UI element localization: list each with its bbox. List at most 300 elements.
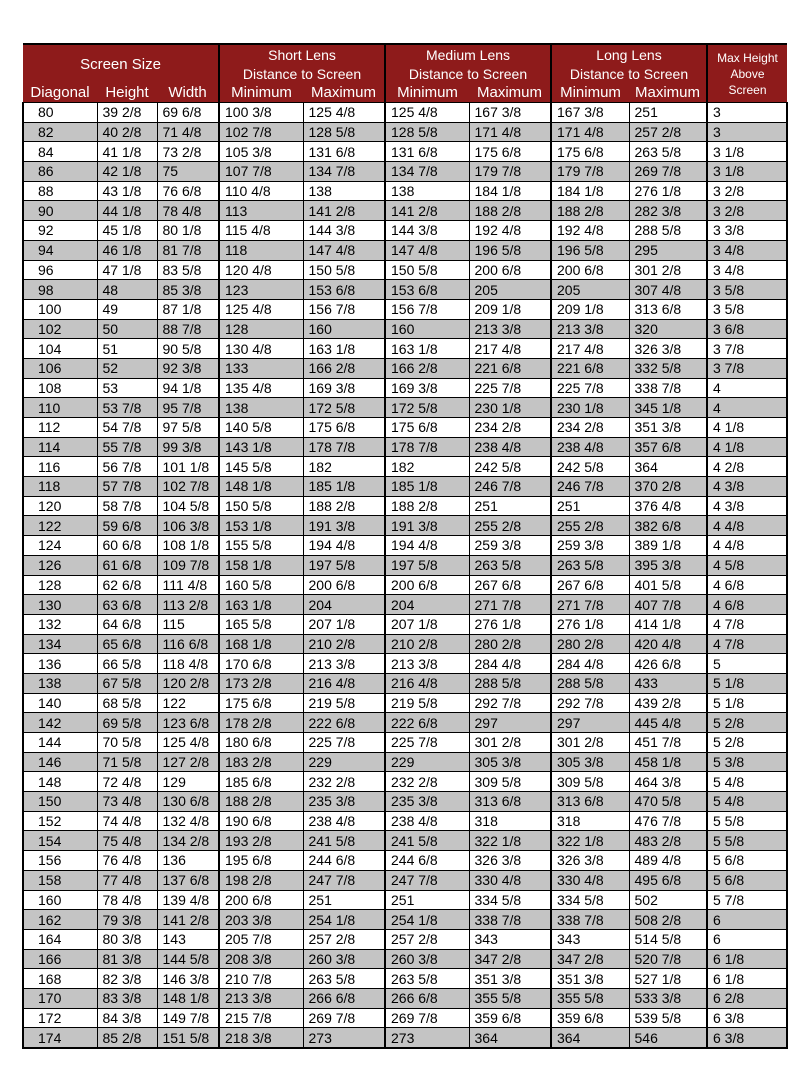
cell-diagonal: 108 bbox=[23, 378, 97, 398]
cell-max-height: 3 7/8 bbox=[707, 358, 787, 378]
cell-width: 127 2/8 bbox=[157, 752, 219, 772]
cell-width: 83 5/8 bbox=[157, 260, 219, 280]
cell-short-min: 123 bbox=[219, 280, 303, 300]
cell-long-max: 458 1/8 bbox=[629, 752, 707, 772]
cell-short-max: 273 bbox=[303, 1028, 385, 1048]
cell-medium-max: 255 2/8 bbox=[469, 516, 551, 536]
cell-long-min: 263 5/8 bbox=[551, 555, 629, 575]
cell-short-min: 208 3/8 bbox=[219, 949, 303, 969]
cell-height: 55 7/8 bbox=[97, 437, 157, 457]
cell-medium-max: 263 5/8 bbox=[469, 555, 551, 575]
cell-long-min: 230 1/8 bbox=[551, 398, 629, 418]
cell-max-height: 5 5/8 bbox=[707, 811, 787, 831]
cell-medium-min: 178 7/8 bbox=[385, 437, 469, 457]
table-row bbox=[23, 280, 787, 300]
cell-short-max: 131 6/8 bbox=[303, 142, 385, 162]
cell-medium-max: 326 3/8 bbox=[469, 851, 551, 871]
cell-medium-max: 364 bbox=[469, 1028, 551, 1048]
cell-medium-min: 160 bbox=[385, 319, 469, 339]
cell-medium-max: 209 1/8 bbox=[469, 299, 551, 319]
max-height-header bbox=[707, 44, 787, 103]
col-height: Height bbox=[97, 83, 157, 103]
cell-medium-min: 175 6/8 bbox=[385, 418, 469, 438]
col-short-max: Maximum bbox=[303, 83, 385, 103]
cell-max-height: 5 bbox=[707, 654, 787, 674]
cell-diagonal: 114 bbox=[23, 437, 97, 457]
cell-height: 48 bbox=[97, 280, 157, 300]
cell-height: 56 7/8 bbox=[97, 457, 157, 477]
cell-short-max: 216 4/8 bbox=[303, 673, 385, 693]
cell-width: 87 1/8 bbox=[157, 299, 219, 319]
col-long-min: Minimum bbox=[551, 83, 629, 103]
cell-width: 104 5/8 bbox=[157, 496, 219, 516]
table-row bbox=[23, 673, 787, 693]
cell-long-min: 347 2/8 bbox=[551, 949, 629, 969]
cell-width: 118 4/8 bbox=[157, 654, 219, 674]
cell-long-max: 420 4/8 bbox=[629, 634, 707, 654]
cell-short-min: 125 4/8 bbox=[219, 299, 303, 319]
table-row bbox=[23, 713, 787, 733]
cell-long-min: 209 1/8 bbox=[551, 299, 629, 319]
table-row bbox=[23, 1028, 787, 1048]
cell-width: 129 bbox=[157, 772, 219, 792]
table-row bbox=[23, 851, 787, 871]
cell-medium-min: 197 5/8 bbox=[385, 555, 469, 575]
cell-long-max: 295 bbox=[629, 240, 707, 260]
cell-short-max: 169 3/8 bbox=[303, 378, 385, 398]
cell-height: 65 6/8 bbox=[97, 634, 157, 654]
cell-medium-max: 355 5/8 bbox=[469, 988, 551, 1008]
cell-medium-min: 166 2/8 bbox=[385, 358, 469, 378]
cell-short-min: 120 4/8 bbox=[219, 260, 303, 280]
cell-height: 79 3/8 bbox=[97, 910, 157, 930]
cell-diagonal: 168 bbox=[23, 969, 97, 989]
cell-height: 61 6/8 bbox=[97, 555, 157, 575]
cell-height: 75 4/8 bbox=[97, 831, 157, 851]
cell-long-min: 276 1/8 bbox=[551, 614, 629, 634]
cell-medium-min: 229 bbox=[385, 752, 469, 772]
cell-long-max: 495 6/8 bbox=[629, 870, 707, 890]
cell-medium-max: 301 2/8 bbox=[469, 733, 551, 753]
projector-throw-distance-table bbox=[22, 43, 788, 1049]
cell-width: 101 1/8 bbox=[157, 457, 219, 477]
cell-height: 57 7/8 bbox=[97, 477, 157, 497]
cell-max-height: 4 6/8 bbox=[707, 575, 787, 595]
cell-long-max: 407 7/8 bbox=[629, 595, 707, 615]
cell-height: 63 6/8 bbox=[97, 595, 157, 615]
cell-short-max: 225 7/8 bbox=[303, 733, 385, 753]
cell-short-min: 115 4/8 bbox=[219, 221, 303, 241]
cell-short-min: 183 2/8 bbox=[219, 752, 303, 772]
cell-medium-min: 225 7/8 bbox=[385, 733, 469, 753]
cell-max-height: 6 bbox=[707, 929, 787, 949]
cell-medium-min: 232 2/8 bbox=[385, 772, 469, 792]
cell-diagonal: 160 bbox=[23, 890, 97, 910]
cell-long-max: 546 bbox=[629, 1028, 707, 1048]
col-medium-min: Minimum bbox=[385, 83, 469, 103]
table-row bbox=[23, 595, 787, 615]
cell-medium-min: 182 bbox=[385, 457, 469, 477]
cell-height: 72 4/8 bbox=[97, 772, 157, 792]
cell-short-min: 185 6/8 bbox=[219, 772, 303, 792]
cell-short-max: 185 1/8 bbox=[303, 477, 385, 497]
table-row bbox=[23, 988, 787, 1008]
table-body bbox=[23, 103, 787, 1049]
cell-short-min: 160 5/8 bbox=[219, 575, 303, 595]
cell-short-max: 141 2/8 bbox=[303, 201, 385, 221]
cell-medium-max: 217 4/8 bbox=[469, 339, 551, 359]
cell-long-max: 332 5/8 bbox=[629, 358, 707, 378]
cell-short-max: 204 bbox=[303, 595, 385, 615]
table-row bbox=[23, 969, 787, 989]
cell-medium-max: 259 3/8 bbox=[469, 536, 551, 556]
cell-medium-min: 128 5/8 bbox=[385, 122, 469, 142]
cell-width: 122 bbox=[157, 693, 219, 713]
cell-short-min: 153 1/8 bbox=[219, 516, 303, 536]
cell-medium-min: 269 7/8 bbox=[385, 1008, 469, 1028]
cell-short-min: 198 2/8 bbox=[219, 870, 303, 890]
table-row bbox=[23, 181, 787, 201]
cell-width: 106 3/8 bbox=[157, 516, 219, 536]
cell-diagonal: 116 bbox=[23, 457, 97, 477]
cell-medium-max: 242 5/8 bbox=[469, 457, 551, 477]
cell-max-height: 6 1/8 bbox=[707, 969, 787, 989]
cell-short-max: 188 2/8 bbox=[303, 496, 385, 516]
cell-medium-max: 192 4/8 bbox=[469, 221, 551, 241]
cell-short-min: 170 6/8 bbox=[219, 654, 303, 674]
cell-medium-max: 234 2/8 bbox=[469, 418, 551, 438]
cell-short-max: 138 bbox=[303, 181, 385, 201]
cell-long-min: 225 7/8 bbox=[551, 378, 629, 398]
cell-medium-min: 185 1/8 bbox=[385, 477, 469, 497]
short-lens-header: Short Lens bbox=[219, 44, 385, 64]
table-row bbox=[23, 358, 787, 378]
cell-medium-min: 147 4/8 bbox=[385, 240, 469, 260]
cell-short-min: 135 4/8 bbox=[219, 378, 303, 398]
cell-short-min: 190 6/8 bbox=[219, 811, 303, 831]
cell-height: 42 1/8 bbox=[97, 162, 157, 182]
cell-diagonal: 128 bbox=[23, 575, 97, 595]
cell-long-min: 184 1/8 bbox=[551, 181, 629, 201]
cell-diagonal: 96 bbox=[23, 260, 97, 280]
cell-medium-min: 266 6/8 bbox=[385, 988, 469, 1008]
cell-short-min: 130 4/8 bbox=[219, 339, 303, 359]
cell-width: 69 6/8 bbox=[157, 103, 219, 123]
cell-max-height: 3 1/8 bbox=[707, 142, 787, 162]
cell-diagonal: 156 bbox=[23, 851, 97, 871]
cell-short-min: 138 bbox=[219, 398, 303, 418]
col-diagonal: Diagonal bbox=[23, 83, 97, 103]
table-row bbox=[23, 575, 787, 595]
cell-long-min: 313 6/8 bbox=[551, 792, 629, 812]
cell-medium-max: 309 5/8 bbox=[469, 772, 551, 792]
cell-short-min: 113 bbox=[219, 201, 303, 221]
cell-short-max: 134 7/8 bbox=[303, 162, 385, 182]
cell-diagonal: 146 bbox=[23, 752, 97, 772]
cell-diagonal: 154 bbox=[23, 831, 97, 851]
cell-height: 70 5/8 bbox=[97, 733, 157, 753]
cell-height: 84 3/8 bbox=[97, 1008, 157, 1028]
cell-width: 146 3/8 bbox=[157, 969, 219, 989]
table-row bbox=[23, 890, 787, 910]
cell-long-min: 330 4/8 bbox=[551, 870, 629, 890]
cell-max-height: 4 1/8 bbox=[707, 418, 787, 438]
cell-long-min: 246 7/8 bbox=[551, 477, 629, 497]
cell-short-min: 100 3/8 bbox=[219, 103, 303, 123]
cell-short-max: 150 5/8 bbox=[303, 260, 385, 280]
cell-long-min: 355 5/8 bbox=[551, 988, 629, 1008]
cell-width: 148 1/8 bbox=[157, 988, 219, 1008]
cell-medium-max: 200 6/8 bbox=[469, 260, 551, 280]
screen-size-header: Screen Size bbox=[23, 44, 219, 83]
cell-short-min: 158 1/8 bbox=[219, 555, 303, 575]
cell-height: 58 7/8 bbox=[97, 496, 157, 516]
cell-long-min: 284 4/8 bbox=[551, 654, 629, 674]
cell-height: 49 bbox=[97, 299, 157, 319]
cell-max-height: 6 3/8 bbox=[707, 1008, 787, 1028]
cell-long-min: 301 2/8 bbox=[551, 733, 629, 753]
table-row bbox=[23, 772, 787, 792]
cell-diagonal: 126 bbox=[23, 555, 97, 575]
cell-long-max: 326 3/8 bbox=[629, 339, 707, 359]
cell-medium-min: 254 1/8 bbox=[385, 910, 469, 930]
cell-long-min: 322 1/8 bbox=[551, 831, 629, 851]
cell-max-height: 6 bbox=[707, 910, 787, 930]
cell-medium-min: 235 3/8 bbox=[385, 792, 469, 812]
cell-long-min: 171 4/8 bbox=[551, 122, 629, 142]
cell-max-height: 3 2/8 bbox=[707, 201, 787, 221]
screen-size-table-container bbox=[22, 43, 788, 1049]
table-row bbox=[23, 162, 787, 182]
cell-height: 41 1/8 bbox=[97, 142, 157, 162]
cell-long-min: 334 5/8 bbox=[551, 890, 629, 910]
cell-long-min: 297 bbox=[551, 713, 629, 733]
cell-long-min: 292 7/8 bbox=[551, 693, 629, 713]
table-row bbox=[23, 398, 787, 418]
cell-diagonal: 166 bbox=[23, 949, 97, 969]
cell-diagonal: 162 bbox=[23, 910, 97, 930]
cell-long-min: 242 5/8 bbox=[551, 457, 629, 477]
cell-width: 99 3/8 bbox=[157, 437, 219, 457]
cell-short-max: 213 3/8 bbox=[303, 654, 385, 674]
cell-long-max: 451 7/8 bbox=[629, 733, 707, 753]
cell-long-min: 200 6/8 bbox=[551, 260, 629, 280]
cell-medium-max: 271 7/8 bbox=[469, 595, 551, 615]
cell-height: 69 5/8 bbox=[97, 713, 157, 733]
cell-short-min: 128 bbox=[219, 319, 303, 339]
cell-medium-max: 175 6/8 bbox=[469, 142, 551, 162]
cell-short-min: 175 6/8 bbox=[219, 693, 303, 713]
cell-max-height: 4 1/8 bbox=[707, 437, 787, 457]
cell-long-max: 357 6/8 bbox=[629, 437, 707, 457]
cell-medium-min: 207 1/8 bbox=[385, 614, 469, 634]
cell-diagonal: 170 bbox=[23, 988, 97, 1008]
cell-medium-max: 184 1/8 bbox=[469, 181, 551, 201]
cell-max-height: 4 5/8 bbox=[707, 555, 787, 575]
cell-long-min: 238 4/8 bbox=[551, 437, 629, 457]
cell-width: 113 2/8 bbox=[157, 595, 219, 615]
cell-short-max: 200 6/8 bbox=[303, 575, 385, 595]
cell-long-max: 508 2/8 bbox=[629, 910, 707, 930]
cell-medium-min: 125 4/8 bbox=[385, 103, 469, 123]
cell-height: 44 1/8 bbox=[97, 201, 157, 221]
cell-max-height: 4 3/8 bbox=[707, 496, 787, 516]
cell-long-max: 251 bbox=[629, 103, 707, 123]
cell-long-min: 280 2/8 bbox=[551, 634, 629, 654]
cell-max-height: 4 6/8 bbox=[707, 595, 787, 615]
cell-short-max: 251 bbox=[303, 890, 385, 910]
cell-height: 64 6/8 bbox=[97, 614, 157, 634]
col-short-min: Minimum bbox=[219, 83, 303, 103]
cell-medium-max: 267 6/8 bbox=[469, 575, 551, 595]
cell-height: 52 bbox=[97, 358, 157, 378]
cell-height: 68 5/8 bbox=[97, 693, 157, 713]
cell-diagonal: 106 bbox=[23, 358, 97, 378]
cell-short-max: 260 3/8 bbox=[303, 949, 385, 969]
cell-max-height: 5 1/8 bbox=[707, 693, 787, 713]
cell-medium-max: 322 1/8 bbox=[469, 831, 551, 851]
table-row bbox=[23, 654, 787, 674]
table-row bbox=[23, 870, 787, 890]
table-row bbox=[23, 536, 787, 556]
table-row bbox=[23, 142, 787, 162]
cell-width: 111 4/8 bbox=[157, 575, 219, 595]
cell-medium-min: 273 bbox=[385, 1028, 469, 1048]
cell-medium-max: 238 4/8 bbox=[469, 437, 551, 457]
cell-long-min: 205 bbox=[551, 280, 629, 300]
cell-long-min: 196 5/8 bbox=[551, 240, 629, 260]
cell-long-max: 476 7/8 bbox=[629, 811, 707, 831]
cell-medium-max: 251 bbox=[469, 496, 551, 516]
cell-short-min: 145 5/8 bbox=[219, 457, 303, 477]
cell-short-max: 194 4/8 bbox=[303, 536, 385, 556]
cell-medium-max: 313 6/8 bbox=[469, 792, 551, 812]
cell-short-min: 193 2/8 bbox=[219, 831, 303, 851]
cell-height: 80 3/8 bbox=[97, 929, 157, 949]
cell-diagonal: 150 bbox=[23, 792, 97, 812]
cell-medium-min: 241 5/8 bbox=[385, 831, 469, 851]
cell-long-max: 320 bbox=[629, 319, 707, 339]
cell-max-height: 3 bbox=[707, 122, 787, 142]
cell-short-max: 269 7/8 bbox=[303, 1008, 385, 1028]
cell-diagonal: 130 bbox=[23, 595, 97, 615]
cell-short-max: 244 6/8 bbox=[303, 851, 385, 871]
cell-medium-min: 156 7/8 bbox=[385, 299, 469, 319]
cell-long-max: 483 2/8 bbox=[629, 831, 707, 851]
cell-max-height: 3 5/8 bbox=[707, 299, 787, 319]
cell-width: 92 3/8 bbox=[157, 358, 219, 378]
cell-short-min: 215 7/8 bbox=[219, 1008, 303, 1028]
cell-height: 77 4/8 bbox=[97, 870, 157, 890]
cell-long-max: 470 5/8 bbox=[629, 792, 707, 812]
table-row bbox=[23, 1008, 787, 1028]
cell-max-height: 3 3/8 bbox=[707, 221, 787, 241]
cell-long-max: 414 1/8 bbox=[629, 614, 707, 634]
table-row bbox=[23, 299, 787, 319]
cell-long-min: 267 6/8 bbox=[551, 575, 629, 595]
cell-medium-max: 351 3/8 bbox=[469, 969, 551, 989]
cell-long-min: 326 3/8 bbox=[551, 851, 629, 871]
cell-short-max: 247 7/8 bbox=[303, 870, 385, 890]
cell-diagonal: 122 bbox=[23, 516, 97, 536]
cell-short-max: 191 3/8 bbox=[303, 516, 385, 536]
cell-max-height: 6 2/8 bbox=[707, 988, 787, 1008]
cell-max-height: 3 5/8 bbox=[707, 280, 787, 300]
cell-short-min: 110 4/8 bbox=[219, 181, 303, 201]
cell-diagonal: 142 bbox=[23, 713, 97, 733]
cell-long-max: 263 5/8 bbox=[629, 142, 707, 162]
cell-long-max: 269 7/8 bbox=[629, 162, 707, 182]
cell-long-min: 213 3/8 bbox=[551, 319, 629, 339]
cell-long-min: 271 7/8 bbox=[551, 595, 629, 615]
cell-short-min: 118 bbox=[219, 240, 303, 260]
table-row bbox=[23, 634, 787, 654]
cell-short-max: 175 6/8 bbox=[303, 418, 385, 438]
cell-medium-max: 230 1/8 bbox=[469, 398, 551, 418]
cell-max-height: 3 2/8 bbox=[707, 181, 787, 201]
cell-short-min: 180 6/8 bbox=[219, 733, 303, 753]
cell-diagonal: 110 bbox=[23, 398, 97, 418]
cell-width: 108 1/8 bbox=[157, 536, 219, 556]
cell-short-min: 213 3/8 bbox=[219, 988, 303, 1008]
cell-height: 60 6/8 bbox=[97, 536, 157, 556]
cell-max-height: 5 6/8 bbox=[707, 851, 787, 871]
cell-width: 115 bbox=[157, 614, 219, 634]
cell-short-max: 125 4/8 bbox=[303, 103, 385, 123]
cell-diagonal: 152 bbox=[23, 811, 97, 831]
cell-short-min: 148 1/8 bbox=[219, 477, 303, 497]
cell-diagonal: 136 bbox=[23, 654, 97, 674]
cell-max-height: 5 2/8 bbox=[707, 733, 787, 753]
cell-height: 45 1/8 bbox=[97, 221, 157, 241]
cell-long-max: 276 1/8 bbox=[629, 181, 707, 201]
cell-long-max: 370 2/8 bbox=[629, 477, 707, 497]
cell-diagonal: 148 bbox=[23, 772, 97, 792]
cell-diagonal: 92 bbox=[23, 221, 97, 241]
cell-max-height: 5 6/8 bbox=[707, 870, 787, 890]
cell-long-max: 445 4/8 bbox=[629, 713, 707, 733]
cell-width: 144 5/8 bbox=[157, 949, 219, 969]
max-height-line3: Screen bbox=[728, 82, 767, 97]
cell-max-height: 5 2/8 bbox=[707, 713, 787, 733]
cell-max-height: 3 7/8 bbox=[707, 339, 787, 359]
cell-long-max: 364 bbox=[629, 457, 707, 477]
cell-medium-min: 200 6/8 bbox=[385, 575, 469, 595]
cell-max-height: 5 7/8 bbox=[707, 890, 787, 910]
cell-short-min: 143 1/8 bbox=[219, 437, 303, 457]
cell-medium-min: 163 1/8 bbox=[385, 339, 469, 359]
table-row bbox=[23, 221, 787, 241]
cell-medium-min: 216 4/8 bbox=[385, 673, 469, 693]
cell-long-max: 520 7/8 bbox=[629, 949, 707, 969]
cell-height: 67 5/8 bbox=[97, 673, 157, 693]
cell-medium-max: 330 4/8 bbox=[469, 870, 551, 890]
cell-diagonal: 124 bbox=[23, 536, 97, 556]
cell-height: 59 6/8 bbox=[97, 516, 157, 536]
cell-long-max: 489 4/8 bbox=[629, 851, 707, 871]
cell-max-height: 5 4/8 bbox=[707, 772, 787, 792]
cell-diagonal: 80 bbox=[23, 103, 97, 123]
cell-diagonal: 88 bbox=[23, 181, 97, 201]
cell-width: 102 7/8 bbox=[157, 477, 219, 497]
cell-long-max: 539 5/8 bbox=[629, 1008, 707, 1028]
table-row bbox=[23, 378, 787, 398]
cell-width: 120 2/8 bbox=[157, 673, 219, 693]
cell-medium-max: 225 7/8 bbox=[469, 378, 551, 398]
cell-medium-min: 188 2/8 bbox=[385, 496, 469, 516]
cell-medium-max: 288 5/8 bbox=[469, 673, 551, 693]
cell-medium-min: 251 bbox=[385, 890, 469, 910]
